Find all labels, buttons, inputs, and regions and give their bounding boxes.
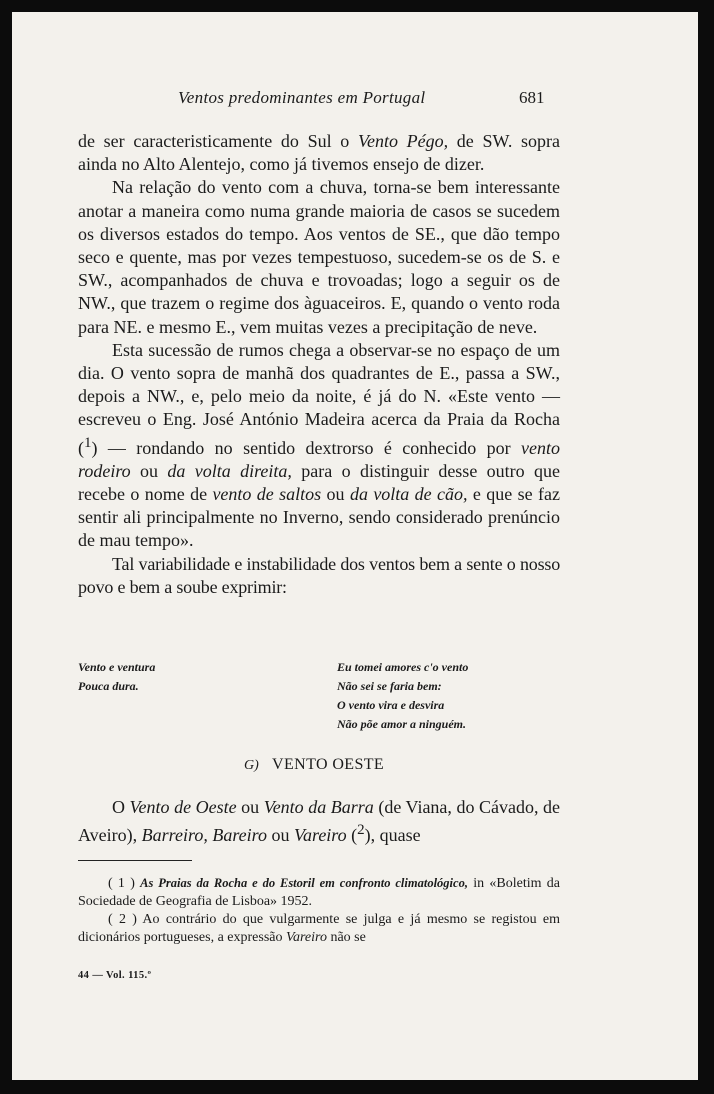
- paragraph-1-italic: Vento Pégo,: [357, 131, 449, 151]
- section-text-b: ou: [236, 797, 264, 817]
- paragraph-3-text-c: ou: [130, 460, 168, 481]
- section-text-f: ), quase: [364, 825, 421, 846]
- section-text-d: ou: [266, 825, 294, 846]
- section-italic-3: Barreiro, Bareiro: [141, 825, 267, 846]
- paragraph-3-text-b: ) — rondando no sentido dextrorso é conhecido por: [91, 437, 522, 458]
- paragraph-3-text-e: ou: [321, 484, 350, 505]
- section-title: VENTO OESTE: [272, 756, 385, 773]
- section-text: [78, 796, 560, 847]
- verse-line: Não sei se faria bem:: [337, 679, 442, 693]
- footnote-2-text-b: não se: [326, 930, 366, 945]
- footnote-1-text: in «Boletim da Sociedade de Geografia de Lisboa» 1952.: [78, 876, 560, 909]
- section-text-a: O: [112, 797, 130, 817]
- verse-line: Vento e ventura: [78, 660, 156, 674]
- footnote-2-text-a: Ao contrário do que vulgarmente se julga e já mesmo se registou em dicionários portugueses, a expressão: [78, 912, 560, 945]
- footnote-2-mark: ( 2 ): [108, 912, 137, 927]
- section-italic-1: Vento de Oeste: [129, 797, 237, 817]
- verse-line: Pouca dura.: [78, 679, 139, 693]
- footnote-1-mark: ( 1 ): [108, 876, 135, 891]
- section-italic-2: Vento da Barra: [263, 797, 374, 817]
- paragraph-1: [78, 130, 560, 176]
- footnote-2: [78, 911, 560, 947]
- paragraph-1-text-a: de ser caracteristicamente do Sul o: [78, 131, 358, 151]
- footnote-divider: [78, 860, 192, 861]
- verse-line: Não põe amor a ninguém.: [337, 717, 467, 731]
- main-text: [78, 130, 560, 599]
- verse-line: O vento vira e desvira: [337, 698, 445, 712]
- footnote-2-italic: Vareiro: [286, 930, 327, 945]
- verse-line: Eu tomei amores c'o vento: [337, 660, 469, 674]
- footnote-ref-1: 1: [84, 434, 92, 451]
- printer-signature: 44 — Vol. 115.º: [78, 970, 152, 981]
- paragraph-3-italic-4: da volta de cão,: [349, 484, 468, 505]
- paragraph-3-text-d: para o distinguir desse outro que recebe o nome de: [78, 460, 560, 505]
- section-text-e: (: [346, 825, 358, 846]
- paragraph-3-text-f: e que se faz sentir ali principalmente no Inverno, sendo considerado prenúncio de mau tempo».: [78, 484, 560, 551]
- section-letter: G): [244, 758, 259, 773]
- paragraph-3-italic-1: vento rodeiro: [78, 437, 560, 481]
- paragraph-3-italic-3: vento de saltos: [212, 484, 322, 505]
- paragraph-3: [78, 339, 560, 553]
- footnote-1-source: As Praias da Rocha e do Estoril em confronto climatológico,: [140, 876, 468, 890]
- footnote-ref-2: 2: [357, 822, 365, 839]
- footnotes: [78, 874, 560, 947]
- running-title: Ventos predominantes em Portugal: [178, 88, 426, 107]
- document-page: [12, 12, 698, 1080]
- running-header: [12, 86, 698, 112]
- paragraph-4: Tal variabilidade e instabilidade dos ventos bem a sente o nosso povo e bem a soube exprimir:: [78, 553, 560, 597]
- paragraph-2: Na relação do vento com a chuva, torna-se bem interessante anotar a maneira como numa grande maioria de casos se sucedem os diversos estados do tempo. Aos ventos de SE., que dão tempo seco e quente, mas por vezes tempestuoso, sucedem-se os de S. e SW., acompanhados de chuva e trovoadas; logo a seguir os de NW., que trazem o regime dos àguaceiros. E, quando o vento roda para NE. e mesmo E., vem muitas vezes a precipitação de neve.: [78, 177, 560, 337]
- section-italic-4: Vareiro: [293, 825, 347, 846]
- footnote-1: [78, 874, 560, 911]
- verse-left: [78, 658, 155, 696]
- paragraph-1-text-b: de SW. sopra ainda no Alto Alentejo, como já tivemos ensejo de dizer.: [78, 131, 560, 175]
- paragraph-3-italic-2: da volta direita,: [167, 460, 292, 481]
- section-text-c: (de Viana, do Cávado, de Aveiro),: [78, 797, 561, 846]
- page-number: 681: [519, 88, 545, 107]
- verse-right: [337, 658, 468, 734]
- section-paragraph: [78, 796, 560, 847]
- paragraph-3-text-a: Esta sucessão de rumos chega a observar-se no espaço de um dia. O vento sopra de manhã dos quadrantes de E., passa a SW., depois a NW., e, pelo meio da noite, é já do N. «Este vento — escreveu o Eng. José António Madeira acerca da Praia da Rocha (: [78, 339, 560, 458]
